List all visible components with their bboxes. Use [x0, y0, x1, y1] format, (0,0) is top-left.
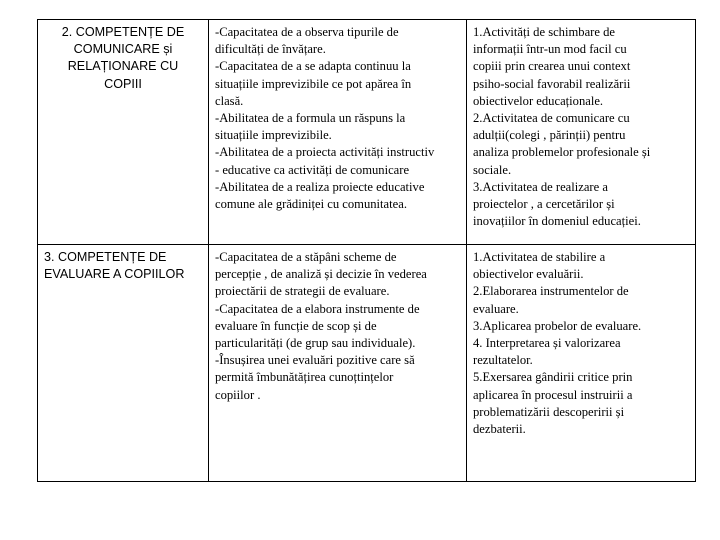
competence-line: COMUNICARE și — [73, 42, 173, 57]
capacity-line: percepție , de analiză și decizie în vederea — [215, 267, 427, 282]
activity-line: 2.Activitatea de comunicare cu — [473, 111, 630, 126]
competence-line: EVALUARE A COPIILOR — [44, 267, 185, 282]
capacity-line: -Abilitatea de a formula un răspuns la — [215, 111, 406, 126]
competence-cell — [38, 20, 209, 245]
capacity-line: dificultăți de învățare. — [215, 42, 326, 57]
capacity-line: -Abilitatea de a realiza proiecte educative — [215, 179, 425, 194]
competence-cell — [38, 245, 209, 482]
activities-cell — [467, 245, 696, 482]
capacity-line: permită îmbunătățirea cunoțtințelor — [215, 370, 394, 385]
capacity-line: -Abilitatea de a proiecta activități instructiv — [215, 145, 435, 160]
competence-line: COPIII — [104, 76, 142, 91]
activity-line: 3.Aplicarea probelor de evaluare. — [473, 318, 642, 333]
activity-line: evaluare. — [473, 301, 519, 316]
activity-line: aplicarea în procesul instruirii a — [473, 387, 633, 402]
activity-line: 5.Exersarea gândirii critice prin — [473, 370, 633, 385]
competence-line: RELAȚIONARE CU — [67, 59, 179, 74]
capacity-line: copiilor . — [215, 387, 261, 402]
table-row — [38, 20, 696, 245]
capacity-line: clasă. — [215, 93, 244, 108]
capacity-line: -Capacitatea de a se adapta continuu la — [215, 59, 411, 74]
capacity-line: situațiile imprevizibile. — [215, 128, 332, 143]
activity-line: informații într-un mod facil cu — [473, 42, 627, 57]
capacity-line: -Însușirea unei evaluări pozitive care să — [215, 353, 415, 368]
activity-line: copiii prin crearea unui context — [473, 59, 631, 74]
activity-line: psiho-social favorabil realizării — [473, 76, 631, 91]
capacity-line: situațiile imprevizibile ce pot apărea în — [215, 76, 412, 91]
activities-cell — [467, 20, 696, 245]
activity-line: sociale. — [473, 162, 512, 177]
capacity-line: -Capacitatea de a observa tipurile de — [215, 25, 399, 39]
activity-line: inovațiilor în domeniul educației. — [473, 214, 641, 229]
activity-line: adulții(colegi , părinții) pentru — [473, 128, 626, 143]
capacity-line: -Capacitatea de a stăpâni scheme de — [215, 250, 397, 264]
activity-line: obiectivelor educaționale. — [473, 93, 604, 108]
capacities-cell — [209, 20, 467, 245]
competence-line: 2. COMPETENȚE DE — [61, 25, 185, 39]
capacity-line: -Capacitatea de a elabora instrumente de — [215, 301, 420, 316]
competence-line: 3. COMPETENȚE DE — [44, 250, 167, 264]
capacity-line: - educative ca activități de comunicare — [215, 162, 410, 177]
activity-line: problematizării descoperirii și — [473, 404, 625, 419]
capacity-line: proiectării de strategii de evaluare. — [215, 284, 390, 299]
activity-line: proiectelor , a cercetărilor și — [473, 197, 615, 212]
activity-line: 1.Activitatea de stabilire a — [473, 250, 606, 264]
activity-line: obiectivelor evaluării. — [473, 267, 584, 282]
activity-line: 3.Activitatea de realizare a — [473, 179, 608, 194]
activity-line: 4. Interpretarea și valorizarea — [473, 336, 621, 351]
capacity-line: comune ale grădiniței cu comunitatea. — [215, 197, 407, 212]
activity-line: rezultatelor. — [473, 353, 533, 368]
activity-line: dezbaterii. — [473, 422, 526, 437]
capacity-line: particularități (de grup sau individuale). — [215, 336, 416, 351]
capacities-cell — [209, 245, 467, 482]
competences-table — [37, 19, 696, 482]
activity-line: 1.Activități de schimbare de — [473, 25, 615, 39]
capacity-line: evaluare în funcție de scop și de — [215, 318, 377, 333]
activity-line: analiza problemelor profesionale și — [473, 145, 651, 160]
table-row — [38, 245, 696, 482]
activity-line: 2.Elaborarea instrumentelor de — [473, 284, 629, 299]
